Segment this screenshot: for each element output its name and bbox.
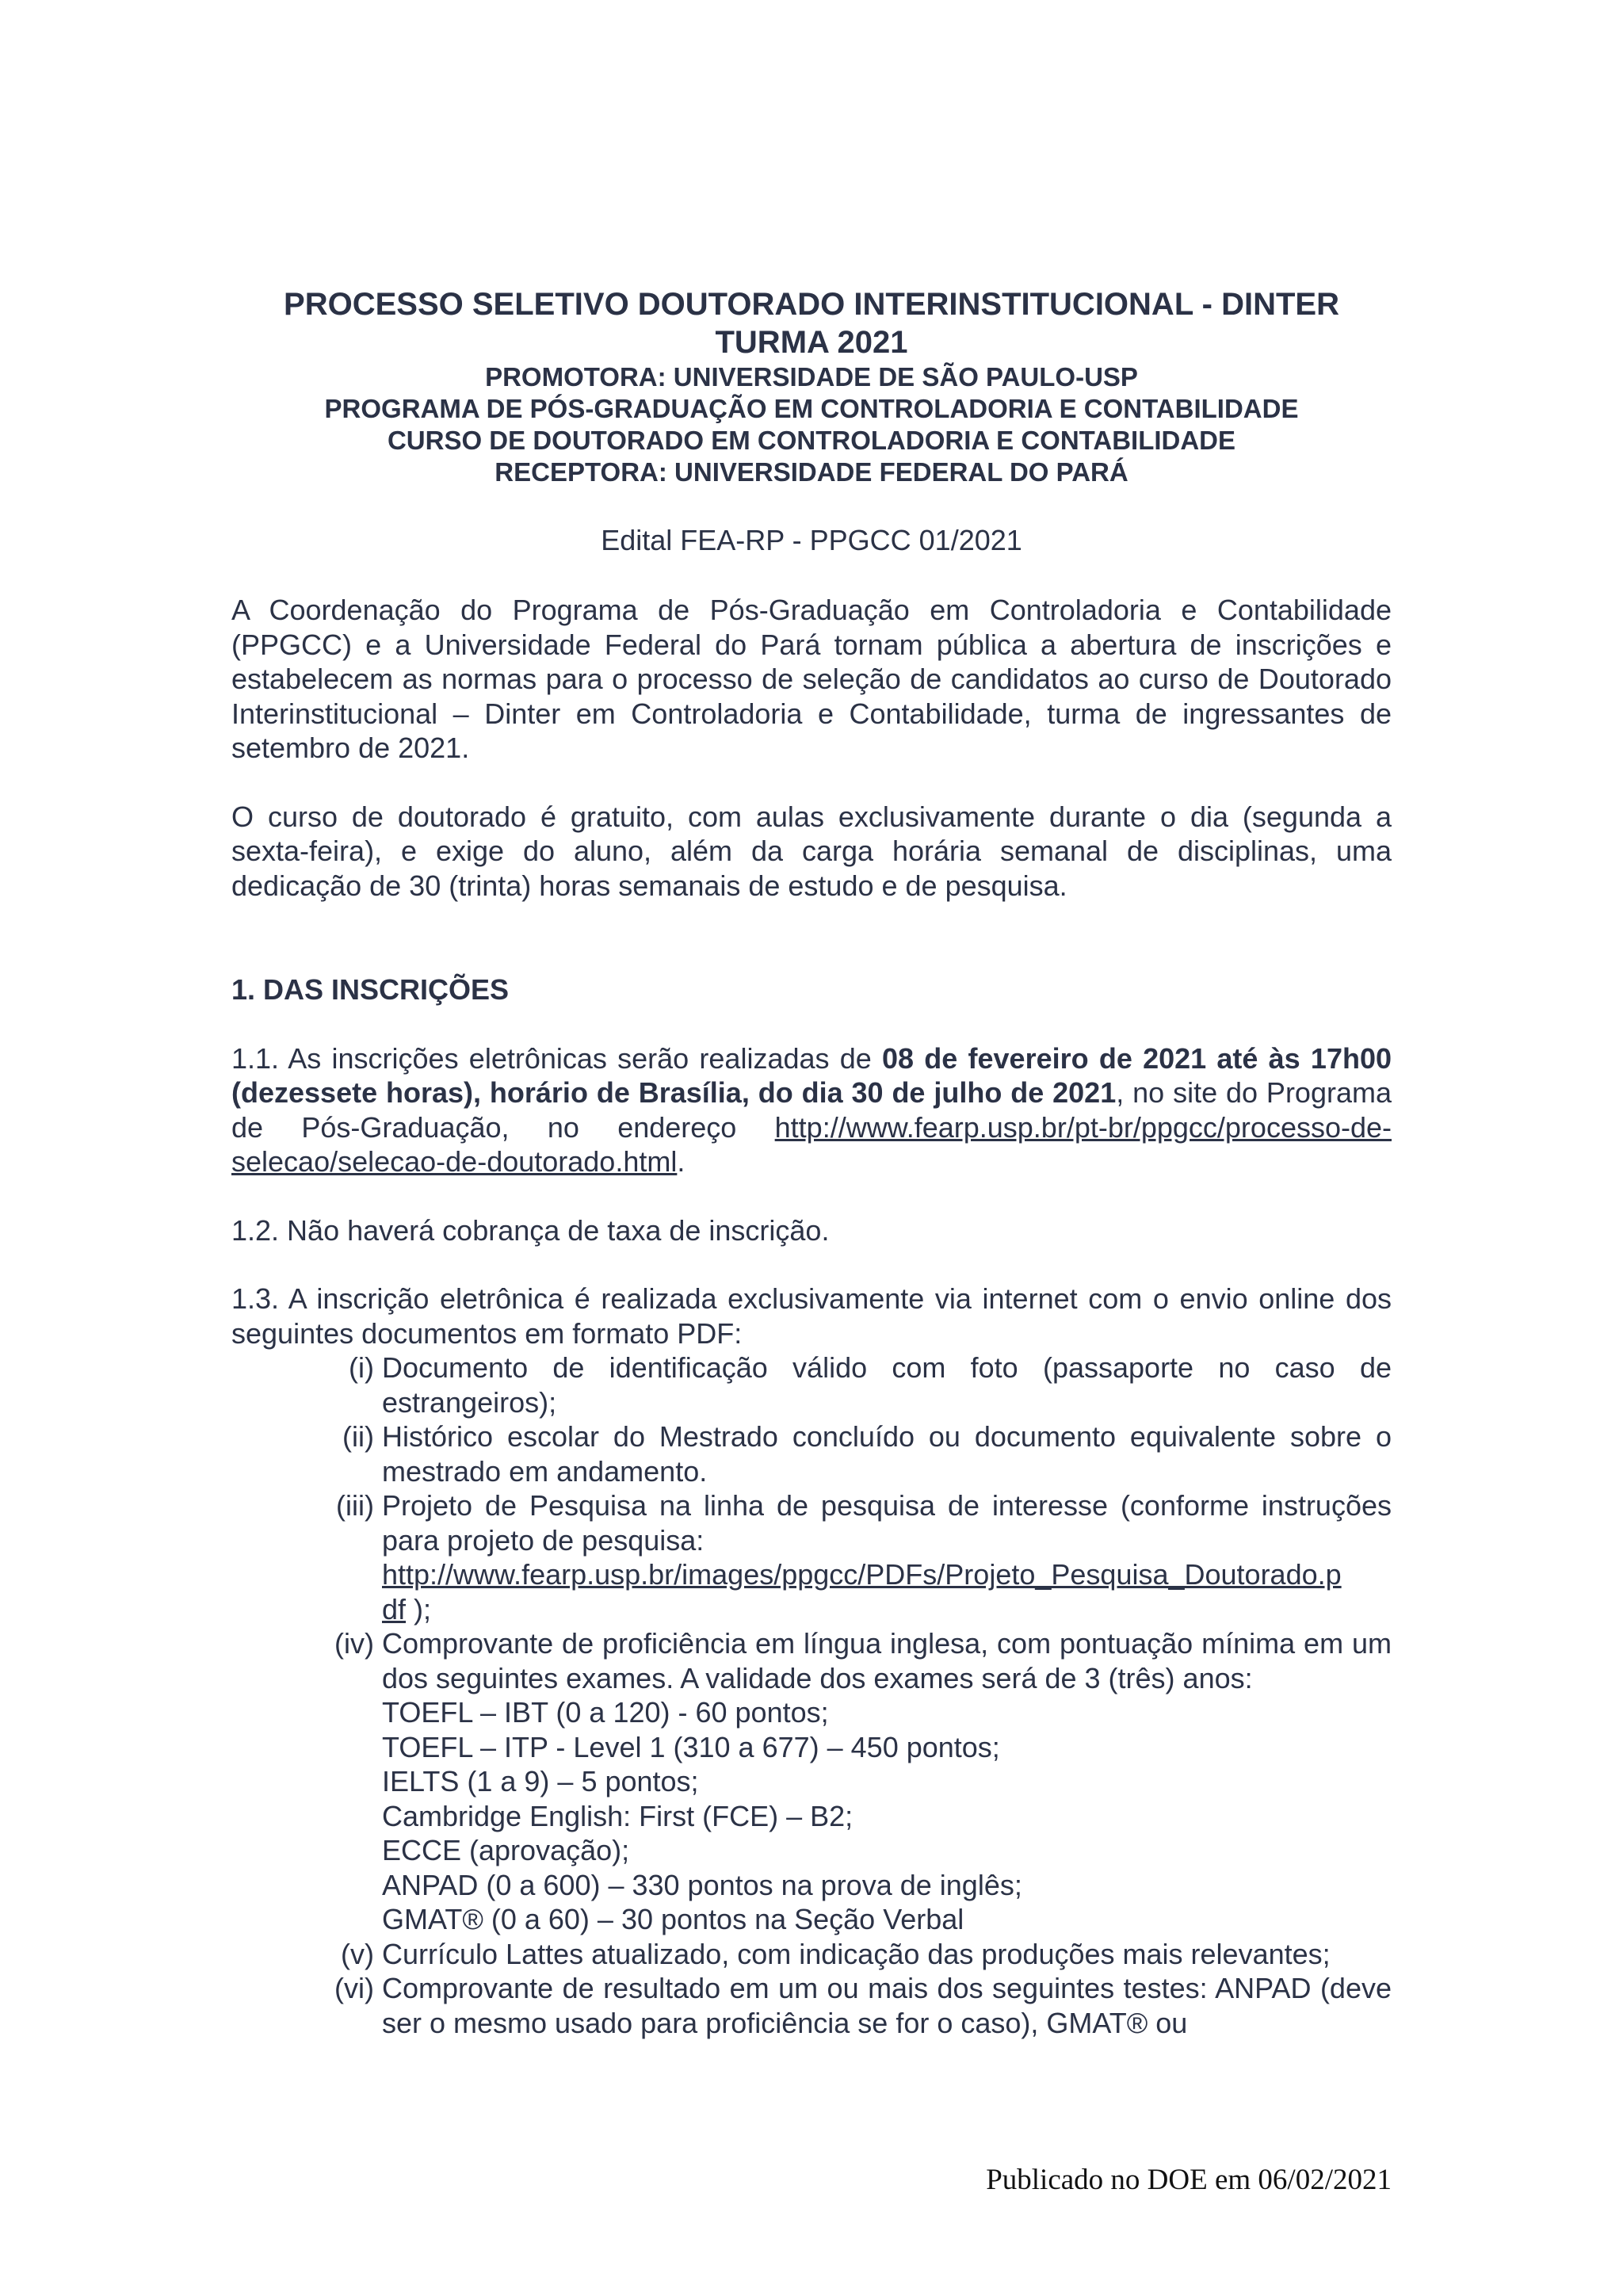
list-item-text: Projeto de Pesquisa na linha de pesquisa de interesse (conforme instruções para projeto de pesquisa:	[382, 1489, 1392, 1557]
list-item	[325, 1937, 1392, 1972]
curso-line: CURSO DE DOUTORADO EM CONTROLADORIA E CONTABILIDADE	[387, 426, 1236, 455]
title-line-2: TURMA 2021	[715, 325, 908, 360]
exam-item: ECCE (aprovação);	[382, 1834, 630, 1866]
documents-list	[325, 1350, 1392, 2040]
programa-line: PROGRAMA DE PÓS-GRADUAÇÃO EM CONTROLADORIA E CONTABILIDADE	[324, 394, 1299, 423]
exam-item: TOEFL – IBT (0 a 120) - 60 pontos;	[382, 1696, 829, 1729]
edital-number: Edital FEA-RP - PPGCC 01/2021	[601, 524, 1022, 556]
item-1-3: 1.3. A inscrição eletrônica é realizada exclusivamente via internet com o envio online dos seguintes documentos em formato PDF:	[231, 1282, 1392, 1350]
list-item-text: Currículo Lattes atualizado, com indicação das produções mais relevantes;	[382, 1937, 1331, 1970]
list-item-content	[382, 1488, 1392, 1626]
project-instructions-link-cont[interactable]: df	[382, 1592, 407, 1626]
list-item-number: (iv)	[334, 1627, 374, 1660]
list-item-content	[382, 1626, 1392, 1937]
section-1-heading: 1. DAS INSCRIÇÕES	[231, 973, 510, 1006]
publication-note: Publicado no DOE em 06/02/2021	[986, 2164, 1392, 2196]
exam-list	[382, 1695, 1392, 1937]
promotora-line: PROMOTORA: UNIVERSIDADE DE SÃO PAULO-USP	[485, 362, 1138, 392]
list-item-number: (i)	[349, 1351, 374, 1384]
list-item	[325, 1626, 1392, 1937]
list-item	[325, 1488, 1392, 1626]
list-item-text: Comprovante de proficiência em língua inglesa, com pontuação mínima em um dos seguintes exames. A validade dos exames será de 3 (três) anos:	[382, 1627, 1392, 1694]
item-1-2: 1.2. Não haverá cobrança de taxa de inscrição.	[231, 1213, 830, 1247]
exam-item: GMAT® (0 a 60) – 30 pontos na Seção Verbal	[382, 1903, 964, 1935]
link-suffix: );	[406, 1592, 432, 1626]
exam-item: TOEFL – ITP - Level 1 (310 a 677) – 450 pontos;	[382, 1730, 1000, 1763]
list-item	[325, 1350, 1392, 1419]
list-item	[325, 1971, 1392, 2040]
list-item-number: (iii)	[336, 1489, 374, 1522]
item-1-1-suffix: .	[677, 1145, 685, 1178]
exam-item: ANPAD (0 a 600) – 330 pontos na prova de inglês;	[382, 1868, 1022, 1901]
list-item-text: Histórico escolar do Mestrado concluído ou documento equivalente sobre o mestrado em andamento.	[382, 1420, 1392, 1488]
list-item-number: (ii)	[342, 1420, 374, 1453]
document-body	[231, 593, 1392, 2040]
item-1-1-prefix: 1.1. As inscrições eletrônicas serão realizadas de	[231, 1041, 883, 1075]
exam-item: IELTS (1 a 9) – 5 pontos;	[382, 1765, 699, 1797]
list-item-text: Documento de identificação válido com foto (passaporte no caso de estrangeiros);	[382, 1351, 1392, 1419]
selection-page-link[interactable]: http://www.fearp.usp.br/pt-br/ppgcc/processo-de-selecao/selecao-de-doutorado.html	[231, 1110, 1392, 1178]
list-item-text: Comprovante de resultado em um ou mais dos seguintes testes: ANPAD (deve ser o mesmo usado para proficiência se for o caso), GMAT® ou	[382, 1972, 1392, 2039]
list-item	[325, 1419, 1392, 1488]
item-1-1	[231, 1041, 1392, 1179]
document-header	[231, 285, 1392, 488]
list-item-number: (vi)	[334, 1972, 374, 2004]
list-item-number: (v)	[341, 1937, 374, 1970]
receptora-line: RECEPTORA: UNIVERSIDADE FEDERAL DO PARÁ	[495, 457, 1128, 487]
intro-paragraph-2: O curso de doutorado é gratuito, com aulas exclusivamente durante o dia (segunda a sexta-feira), e exige do aluno, além da carga horária semanal de disciplinas, uma dedicação de 30 (trinta) horas semanais de estudo e de pesquisa.	[231, 800, 1392, 902]
item-1-1-middle: , no site do Programa de Pós-Graduação, no endereço	[231, 1076, 1392, 1144]
project-instructions-link[interactable]: http://www.fearp.usp.br/images/ppgcc/PDFs/Projeto_Pesquisa_Doutorado.p	[382, 1558, 1342, 1591]
exam-item: Cambridge English: First (FCE) – B2;	[382, 1799, 854, 1832]
title-line-1: PROCESSO SELETIVO DOUTORADO INTERINSTITUCIONAL - DINTER	[284, 287, 1339, 322]
item-1-1-dates: 08 de fevereiro de 2021 até às 17h00 (dezessete horas), horário de Brasília, do dia 30 de julho de 2021	[231, 1041, 1392, 1109]
project-link-wrapper	[382, 1557, 1392, 1626]
intro-paragraph-1: A Coordenação do Programa de Pós-Graduação em Controladoria e Contabilidade (PPGCC) e a Universidade Federal do Pará tornam pública a abertura de inscrições e estabelecem as normas para o processo de seleção de candidatos ao curso de Doutorado Interinstitucional – Dinter em Controladoria e Contabilidade, turma de ingressantes de setembro de 2021.	[231, 594, 1392, 764]
